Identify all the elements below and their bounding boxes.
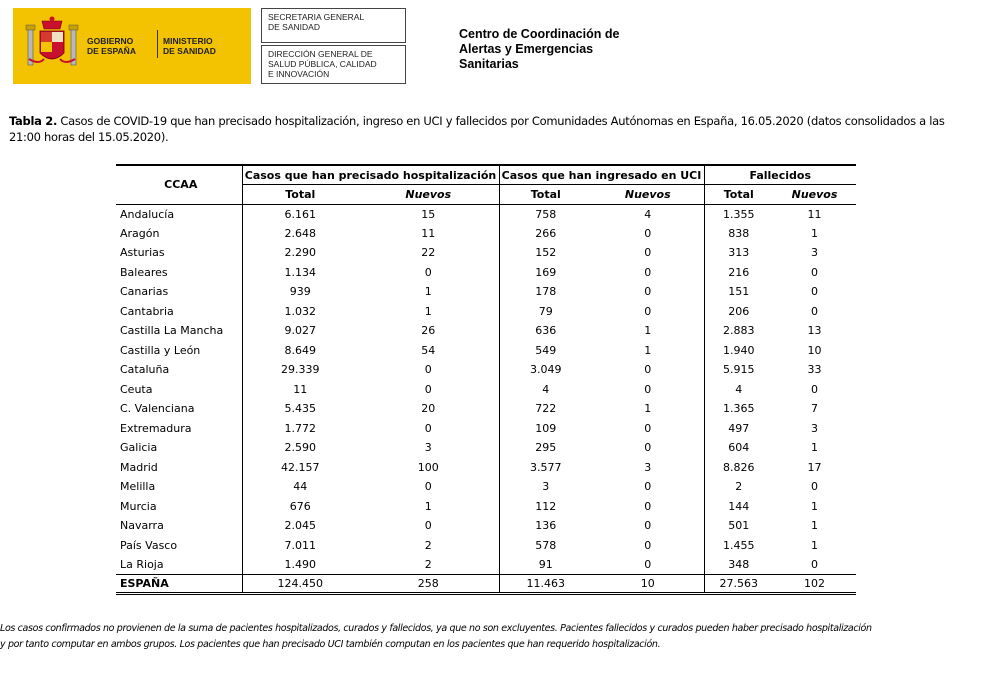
table-row	[116, 360, 856, 380]
deaths-total-cell: 216	[704, 263, 773, 283]
ccaa-name-cell: Navarra	[120, 519, 164, 533]
uci-new-cell: 0	[644, 519, 652, 533]
table-row	[116, 321, 856, 341]
uci-total-cell: 178	[499, 282, 592, 302]
uci-total-cell: 636	[499, 321, 592, 341]
table-row	[116, 399, 856, 419]
hosp-new-cell: 1	[424, 285, 432, 299]
deaths-new-cell: 3	[811, 421, 818, 435]
deaths-new-cell: 0	[811, 382, 818, 396]
hosp-new-cell: 1	[424, 304, 432, 318]
hosp-new-cell: 0	[424, 382, 432, 396]
hosp-total-cell: 7.011	[242, 536, 358, 556]
uci-total-cell: 295	[499, 438, 592, 458]
sub-total-header: Total	[242, 185, 358, 205]
hosp-new-cell: 0	[424, 421, 432, 435]
table-row	[116, 243, 856, 263]
hosp-new-cell: 2	[424, 558, 432, 571]
deaths-total-cell: 1.355	[704, 204, 773, 224]
total-ccaa-name-cell: ESPAÑA	[116, 575, 242, 594]
secretaria-box: SECRETARIA GENERAL DE SANIDAD	[261, 8, 406, 43]
total-hosp-new-cell: 258	[358, 575, 499, 594]
hosp-total-cell: 8.649	[242, 341, 358, 361]
uci-new-cell: 0	[644, 265, 652, 279]
gobierno-de-espana-label: GOBIERNO DE ESPAÑA	[87, 36, 136, 56]
table-row	[116, 555, 856, 575]
uci-total-cell: 4	[499, 380, 592, 400]
hosp-total-cell: 44	[242, 477, 358, 497]
covid-table	[116, 164, 856, 595]
hosp-new-cell: 2	[424, 538, 432, 552]
table-row	[116, 497, 856, 517]
footnote-line: y por tanto computar en ambos grupos. Los pacientes que han precisado UCI también computan en los pacientes que han requerido hospitalización.	[0, 639, 661, 650]
deaths-total-cell: 501	[704, 516, 773, 536]
hosp-total-cell: 5.435	[242, 399, 358, 419]
hosp-new-cell: 15	[421, 207, 436, 221]
ccaa-name-cell: País Vasco	[120, 538, 178, 552]
table-row	[116, 204, 856, 224]
uci-new-cell: 0	[644, 441, 652, 455]
deaths-new-cell: 17	[807, 460, 822, 474]
uci-new-cell: 1	[644, 324, 652, 338]
caption-label: Tabla 2.	[9, 114, 58, 128]
deaths-new-cell: 3	[811, 246, 818, 260]
deaths-total-cell: 604	[704, 438, 773, 458]
deaths-new-cell: 0	[811, 285, 818, 299]
sub-total-header: Total	[499, 185, 592, 205]
table-row	[116, 341, 856, 361]
ccaa-name-cell: Aragón	[120, 226, 160, 240]
table-row	[116, 516, 856, 536]
deaths-new-cell: 11	[807, 207, 822, 221]
hosp-new-cell: 26	[421, 324, 436, 338]
group-deaths-header: Fallecidos	[704, 165, 856, 185]
table-body	[116, 204, 856, 594]
deaths-total-cell: 8.826	[704, 458, 773, 478]
ccaa-name-cell: Ceuta	[120, 382, 153, 396]
deaths-new-cell: 0	[811, 558, 818, 571]
table-row	[116, 419, 856, 439]
logo-divider	[157, 30, 158, 58]
hosp-total-cell: 2.648	[242, 224, 358, 244]
uci-new-cell: 1	[644, 343, 652, 357]
uci-new-cell: 0	[644, 285, 652, 299]
ccaes-title: Centro de Coordinación de Alertas y Emergencias Sanitarias	[459, 27, 620, 71]
uci-new-cell: 1	[644, 402, 652, 416]
uci-new-cell: 0	[644, 363, 652, 377]
hosp-total-cell: 2.045	[242, 516, 358, 536]
uci-total-cell: 549	[499, 341, 592, 361]
hosp-total-cell: 29.339	[242, 360, 358, 380]
hosp-new-cell: 11	[421, 226, 436, 240]
hosp-new-cell: 0	[424, 363, 432, 377]
table-caption	[9, 113, 969, 145]
uci-total-cell: 169	[499, 263, 592, 283]
ccaa-name-cell: C. Valenciana	[120, 402, 195, 416]
ccaa-name-cell: Extremadura	[120, 421, 192, 435]
deaths-total-cell: 1.365	[704, 399, 773, 419]
sub-total-header: Total	[704, 185, 773, 205]
total-hosp-total-cell: 124.450	[242, 575, 358, 594]
sub-new-header: Nuevos	[358, 185, 499, 205]
ccaa-name-cell: Murcia	[120, 499, 157, 513]
sub-new-header: Nuevos	[592, 185, 704, 205]
hosp-new-cell: 22	[421, 246, 436, 260]
deaths-new-cell: 1	[811, 499, 818, 513]
uci-new-cell: 4	[644, 207, 652, 221]
total-row	[116, 575, 856, 594]
deaths-total-cell: 1.940	[704, 341, 773, 361]
uci-total-cell: 3.577	[499, 458, 592, 478]
hosp-new-cell: 20	[421, 402, 436, 416]
uci-new-cell: 0	[644, 246, 652, 260]
deaths-new-cell: 0	[811, 265, 818, 279]
deaths-total-cell: 348	[704, 555, 773, 575]
deaths-total-cell: 1.455	[704, 536, 773, 556]
deaths-new-cell: 7	[811, 402, 818, 416]
direccion-box: DIRECCIÓN GENERAL DE SALUD PÚBLICA, CALIDAD E INNOVACIÓN	[261, 45, 406, 84]
table-row	[116, 438, 856, 458]
hosp-total-cell: 676	[242, 497, 358, 517]
deaths-new-cell: 1	[811, 226, 818, 240]
hosp-new-cell: 100	[417, 460, 439, 474]
ccaa-name-cell: Castilla y León	[120, 343, 201, 357]
sub-new-header: Nuevos	[773, 185, 856, 205]
deaths-new-cell: 0	[811, 304, 818, 318]
total-uci-total-cell: 11.463	[499, 575, 592, 594]
uci-total-cell: 3.049	[499, 360, 592, 380]
deaths-total-cell: 5.915	[704, 360, 773, 380]
ccaa-header: CCAA	[116, 165, 242, 204]
ccaa-name-cell: Andalucía	[120, 207, 175, 221]
deaths-new-cell: 1	[811, 441, 818, 455]
total-deaths-new-cell: 102	[773, 575, 856, 594]
table-row	[116, 458, 856, 478]
coat-of-arms-icon	[24, 15, 80, 75]
deaths-total-cell: 151	[704, 282, 773, 302]
uci-new-cell: 0	[644, 499, 652, 513]
ccaa-name-cell: Madrid	[120, 460, 158, 474]
deaths-total-cell: 206	[704, 302, 773, 322]
uci-total-cell: 722	[499, 399, 592, 419]
footnote	[0, 621, 990, 653]
deaths-new-cell: 0	[811, 480, 818, 494]
table-row	[116, 302, 856, 322]
uci-total-cell: 3	[499, 477, 592, 497]
hosp-total-cell: 11	[242, 380, 358, 400]
ccaa-name-cell: Galicia	[120, 441, 158, 455]
hosp-new-cell: 3	[424, 441, 432, 455]
deaths-total-cell: 2	[704, 477, 773, 497]
hosp-total-cell: 939	[242, 282, 358, 302]
table-row	[116, 224, 856, 244]
hosp-total-cell: 6.161	[242, 204, 358, 224]
ccaa-name-cell: Castilla La Mancha	[120, 324, 224, 338]
uci-total-cell: 578	[499, 536, 592, 556]
uci-new-cell: 0	[644, 558, 652, 571]
deaths-total-cell: 4	[704, 380, 773, 400]
uci-total-cell: 266	[499, 224, 592, 244]
deaths-new-cell: 1	[811, 538, 818, 552]
uci-total-cell: 758	[499, 204, 592, 224]
group-hospital-header: Casos que han precisado hospitalización	[242, 165, 499, 185]
uci-total-cell: 91	[499, 555, 592, 575]
table-row	[116, 477, 856, 497]
deaths-total-cell: 2.883	[704, 321, 773, 341]
hosp-total-cell: 2.290	[242, 243, 358, 263]
uci-new-cell: 0	[644, 226, 652, 240]
group-uci-header: Casos que han ingresado en UCI	[499, 165, 704, 185]
uci-total-cell: 136	[499, 516, 592, 536]
ccaa-name-cell: Baleares	[120, 265, 168, 279]
hosp-total-cell: 42.157	[242, 458, 358, 478]
deaths-new-cell: 1	[811, 519, 818, 533]
deaths-total-cell: 313	[704, 243, 773, 263]
ministerio-label: MINISTERIO DE SANIDAD	[163, 36, 216, 56]
uci-new-cell: 3	[644, 460, 652, 474]
hosp-new-cell: 0	[424, 519, 432, 533]
ccaa-name-cell: Canarias	[120, 285, 169, 299]
ccaa-name-cell: Cataluña	[120, 363, 170, 377]
uci-total-cell: 152	[499, 243, 592, 263]
uci-new-cell: 0	[644, 304, 652, 318]
footnote-line: Los casos confirmados no provienen de la suma de pacientes hospitalizados, curados y fallecidos, ya que no son excluyentes. Pacientes fallecidos y curados pueden haber precisado hospitalización	[0, 623, 872, 634]
ccaa-name-cell: Melilla	[120, 480, 156, 494]
hosp-new-cell: 1	[424, 499, 432, 513]
hosp-total-cell: 1.490	[242, 555, 358, 575]
ccaa-name-cell: Asturias	[120, 246, 165, 260]
deaths-total-cell: 497	[704, 419, 773, 439]
hosp-total-cell: 1.134	[242, 263, 358, 283]
hosp-total-cell: 1.032	[242, 302, 358, 322]
uci-new-cell: 0	[644, 382, 652, 396]
uci-new-cell: 0	[644, 421, 652, 435]
hosp-new-cell: 54	[421, 343, 436, 357]
total-deaths-total-cell: 27.563	[704, 575, 773, 594]
hosp-total-cell: 2.590	[242, 438, 358, 458]
table-row	[116, 536, 856, 556]
uci-new-cell: 0	[644, 538, 652, 552]
uci-new-cell: 0	[644, 480, 652, 494]
caption-text: Casos de COVID-19 que han precisado hospitalización, ingreso en UCI y fallecidos por Comunidades Autónomas en España, 16.05.2020 (datos consolidados a las 21:00 horas del 15.05.2020).	[9, 114, 945, 144]
deaths-new-cell: 10	[807, 343, 822, 357]
table-row	[116, 380, 856, 400]
ccaa-name-cell: La Rioja	[120, 558, 164, 571]
table-row	[116, 263, 856, 283]
hosp-total-cell: 1.772	[242, 419, 358, 439]
hosp-total-cell: 9.027	[242, 321, 358, 341]
hosp-new-cell: 0	[424, 265, 432, 279]
deaths-total-cell: 144	[704, 497, 773, 517]
deaths-total-cell: 838	[704, 224, 773, 244]
ccaa-name-cell: Cantabria	[120, 304, 174, 318]
uci-total-cell: 112	[499, 497, 592, 517]
hosp-new-cell: 0	[424, 480, 432, 494]
uci-total-cell: 109	[499, 419, 592, 439]
deaths-new-cell: 13	[807, 324, 822, 338]
uci-total-cell: 79	[499, 302, 592, 322]
deaths-new-cell: 33	[807, 363, 822, 377]
total-uci-new-cell: 10	[592, 575, 704, 594]
table-row	[116, 282, 856, 302]
